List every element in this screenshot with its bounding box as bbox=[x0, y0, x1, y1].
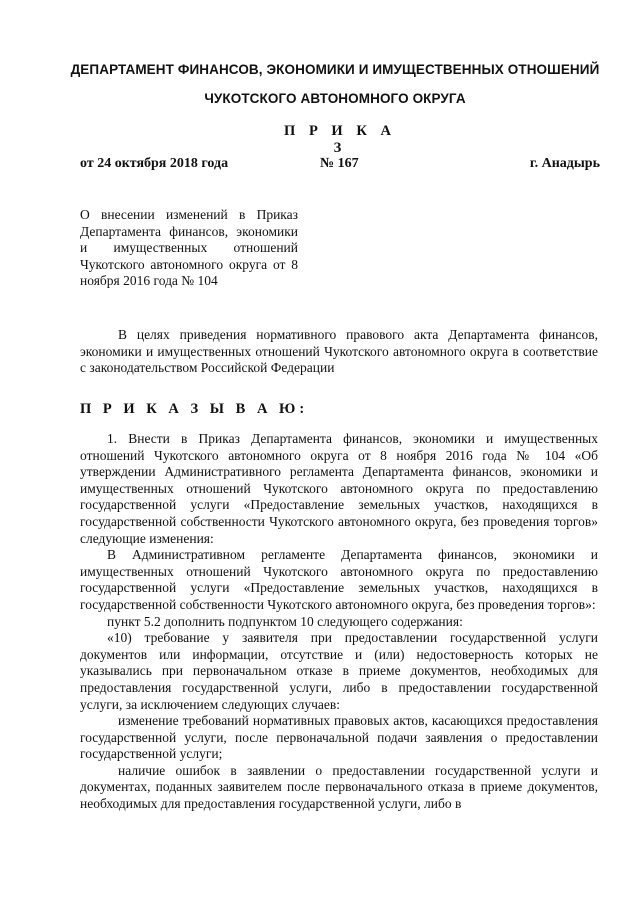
preamble bbox=[80, 327, 598, 377]
paragraph-2: В Административном регламенте Департамента финансов, экономики и имущественных отношений Чукотского автономного округа по предоставлению государственной услуги «Предоставление земельных участков, находящихся в государственной собственности Чукотского автономного округа, без проведения торгов»: bbox=[80, 547, 598, 612]
order-place: г. Анадырь bbox=[529, 156, 600, 171]
order-date: от 24 октября 2018 года bbox=[80, 156, 229, 171]
paragraph-5: изменение требований нормативных правовых актов, касающихся предоставления государственной услуги, после первоначальной подачи заявления о предоставлении государственной услуги; bbox=[80, 713, 598, 762]
order-directive-word: П Р И К А З Ы В А Ю: bbox=[80, 401, 309, 417]
department-header-line2: ЧУКОТСКОГО АВТОНОМНОГО ОКРУГА bbox=[204, 91, 466, 106]
order-subject: О внесении изменений в Приказ Департамента финансов, экономики и имущественных отношений Чукотского автономного округа от 8 ноября 2016 года № 104 bbox=[80, 207, 298, 288]
department-header-line1: ДЕПАРТАМЕНТ ФИНАНСОВ, ЭКОНОМИКИ И ИМУЩЕСТВЕННЫХ ОТНОШЕНИЙ bbox=[70, 62, 600, 77]
preamble-text: В целях приведения нормативного правового акта Департамента финансов, экономики и имущественных отношений Чукотского автономного округа в соответствие с законодательством Российской Федерации bbox=[80, 327, 598, 376]
paragraph-3: пункт 5.2 дополнить подпунктом 10 следующего содержания: bbox=[107, 613, 463, 629]
paragraph-1: 1. Внести в Приказ Департамента финансов, экономики и имущественных отношений Чукотского автономного округа от 8 ноября 2016 года № 104 «Об утверждении Административного регламента Департамента финансов, экономики и имущественных отношений Чукотского автономного округа по предоставлению государственной услуги «Предоставление земельных участков, находящихся в государственной собственности Чукотского автономного округа, без проведения торгов» следующие изменения: bbox=[80, 431, 598, 546]
order-body bbox=[80, 431, 598, 813]
paragraph-6: наличие ошибок в заявлении о предоставлении государственной услуги и документах, поданных заявителем после первоначального отказа в приеме документов, необходимых для предоставления государственной услуги, либо в bbox=[80, 762, 598, 812]
order-number: № 167 bbox=[320, 156, 359, 171]
document-type-title: П Р И К А З bbox=[284, 123, 396, 156]
paragraph-4: «10) требование у заявителя при предоставлении государственной услуги документов или информации, отсутствие и (или) недостоверность которых не указывались при первоначальном отказе в приеме документов, необходимых для предоставления государственной услуги, либо в предоставлении государственной услуги, за исключением следующих случаев: bbox=[80, 630, 598, 712]
